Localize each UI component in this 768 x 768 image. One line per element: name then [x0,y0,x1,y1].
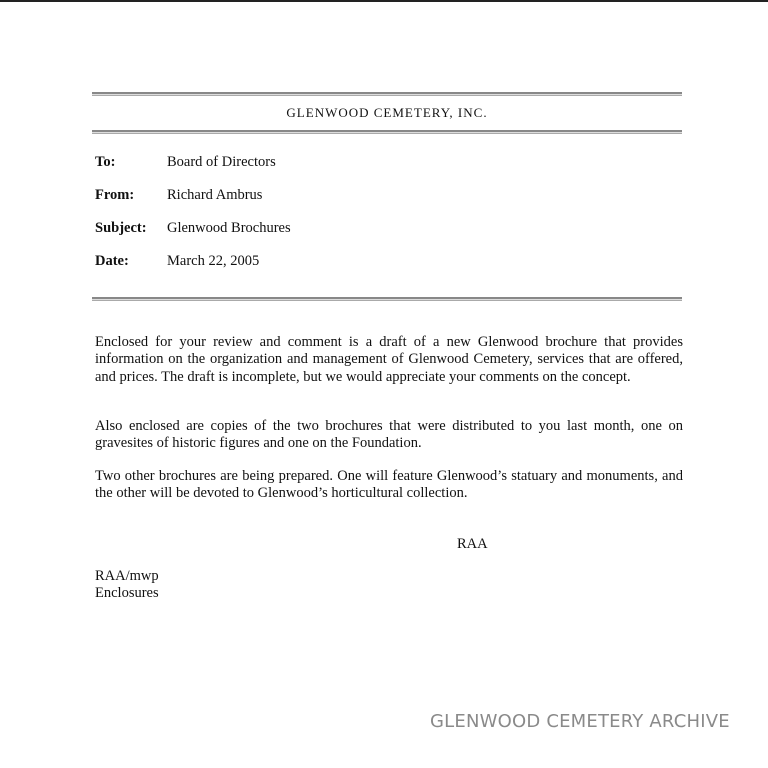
company-name: GLENWOOD CEMETERY, INC. [286,105,488,120]
to-label: To: [95,154,116,170]
letterhead-rule-bottom [92,130,682,134]
from-label: From: [95,187,135,203]
body-paragraph-3: Two other brochures are being prepared. One will feature Glenwood’s statuary and monuments, and the other will be devoted to Glenwood’s horticultural collection. [95,468,683,502]
date-label: Date: [95,253,129,269]
header-divider [92,297,682,301]
letterhead-rule-top [92,92,682,96]
subject-value: Glenwood Brochures [167,220,291,236]
reference-initials: RAA/mwp [95,568,159,584]
to-value: Board of Directors [167,154,276,170]
from-value: Richard Ambrus [167,187,263,203]
body-paragraph-2: Also enclosed are copies of the two brochures that were distributed to you last month, one on gravesites of historic figures and one on the Foundation. [95,418,683,452]
signature-initials: RAA [457,536,488,552]
scan-top-border [0,0,768,2]
enclosures-note: Enclosures [95,585,159,601]
subject-label: Subject: [95,220,147,236]
archive-watermark: GLENWOOD CEMETERY ARCHIVE [430,711,730,732]
date-value: March 22, 2005 [167,253,260,269]
body-paragraph-1: Enclosed for your review and comment is a draft of a new Glenwood brochure that provides information on the organization and management of Glenwood Cemetery, services that are offered, and prices. The draft is incomplete, but we would appreciate your comments on the concept. [95,334,683,385]
